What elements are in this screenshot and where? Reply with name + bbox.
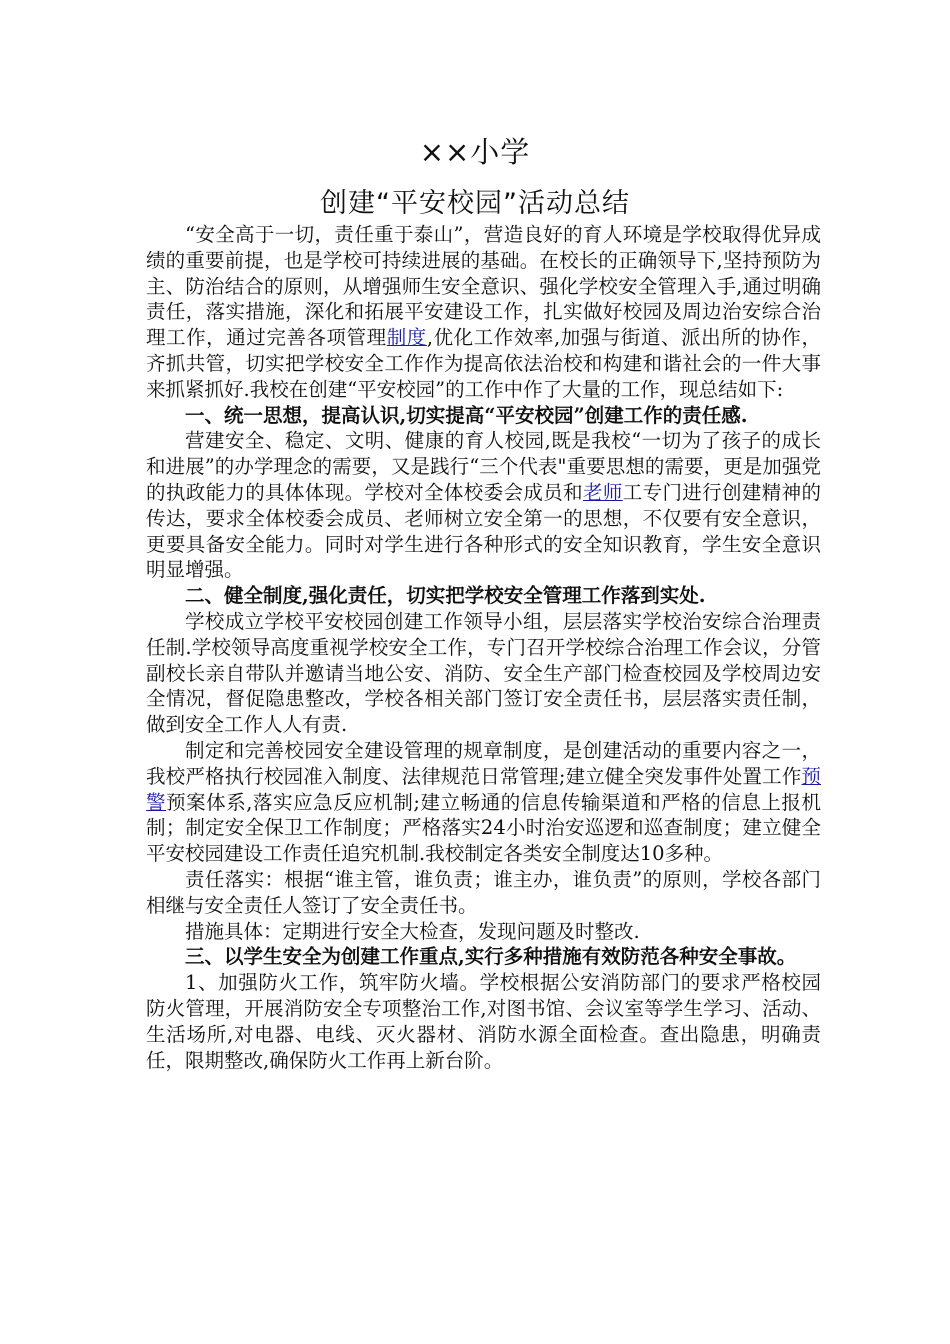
- link-zhidu[interactable]: 制度: [386, 326, 427, 350]
- link-yujing[interactable]: 预警: [146, 764, 821, 814]
- section-3-paragraph-1: 1、加强防火工作，筑牢防火墙。学校根据公安消防部门的要求严格校园防火管理，开展消防安全专项整治工作,对图书馆、会议室等学生学习、活动、生活场所,对电器、电线、灭火器材、消防水源全面检查。查出隐患，明确责任，限期整改,确保防火工作再上新台阶。: [146, 971, 821, 1072]
- section-2-paragraph-3: 责任落实：根据“谁主管，谁负责；谁主办，谁负责”的原则，学校各部门相继与安全责任人签订了安全责任书。: [146, 867, 821, 917]
- link-laoshi[interactable]: 老师: [582, 480, 623, 504]
- section-1-paragraph: [146, 428, 821, 583]
- section-2-paragraph-1: 学校成立学校平安校园创建工作领导小组，层层落实学校治安综合治理责任制.学校领导高度重视学校安全工作，专门召开学校综合治理工作会议，分管副校长亲自带队并邀请当地公安、消防、安全生产部门检查校园及学校周边安全情况，督促隐患整改，学校各相关部门签订安全责任书，层层落实责任制，做到安全工作人人有责.: [146, 609, 821, 737]
- section-1-text-1: 营建安全、稳定、文明、健康的育人校园,既是我校“一切为了孩子的成长和进展”的办学理念的需要，又是践行“三个代表"重要思想的需要，更是加强党的执政能力的具体体现。学校对全体校委会成员和: [146, 429, 821, 504]
- intro-paragraph: [146, 222, 821, 403]
- document-subtitle: 创建“平安校园”活动总结: [320, 188, 630, 219]
- section-2-paragraph-2: [146, 738, 821, 867]
- section-heading-1: 一、统一思想，提高认识,切实提高“平安校园”创建工作的责任感.: [185, 403, 748, 427]
- section-2-text-2: 预案体系,落实应急反应机制;建立畅通的信息传输渠道和严格的信息上报机制；制定安全保卫工作制度；严格落实24小时治安巡逻和巡查制度；建立健全平安校园建设工作责任追究机制.我校制定各类安全制度达10多种。: [146, 790, 821, 866]
- section-heading-2: 二、健全制度,强化责任，切实把学校安全管理工作落到实处.: [185, 584, 706, 608]
- section-2-paragraph-4: 措施具体：定期进行安全大检查，发现问题及时整改.: [185, 919, 640, 943]
- document-title: ××小学: [419, 135, 531, 169]
- section-heading-3: 三、以学生安全为创建工作重点,实行多种措施有效防范各种安全事故。: [185, 945, 797, 969]
- document-body: [146, 222, 821, 1073]
- intro-text-2: ,优化工作效率,加强与街道、派出所的协作，齐抓共管，切实把学校安全工作作为提高依法治校和构建和谐社会的一件大事来抓紧抓好.我校在创建“平安校园”的工作中作了大量的工作，现总结如下:: [146, 326, 821, 401]
- section-2-text-1: 制定和完善校园安全建设管理的规章制度，是创建活动的重要内容之一，我校严格执行校园准入制度、法律规范日常管理;建立健全突发事件处置工作: [146, 738, 821, 788]
- section-1-text-2: 工专门进行创建精神的传达，要求全体校委会成员、老师树立安全第一的思想，不仅要有安全意识，更要具备安全能力。同时对学生进行各种形式的安全知识教育，学生安全意识明显增强。: [146, 480, 821, 582]
- intro-text-1: “安全高于一切，责任重于泰山”，营造良好的育人环境是学校取得优异成绩的重要前提，也是学校可持续进展的基础。在校长的正确领导下,坚持预防为主、防治结合的原则，从增强师生安全意识、强化学校安全管理入手,通过明确责任，落实措施，深化和拓展平安建设工作，扎实做好校园及周边治安综合治理工作，通过完善各项管理: [146, 223, 821, 350]
